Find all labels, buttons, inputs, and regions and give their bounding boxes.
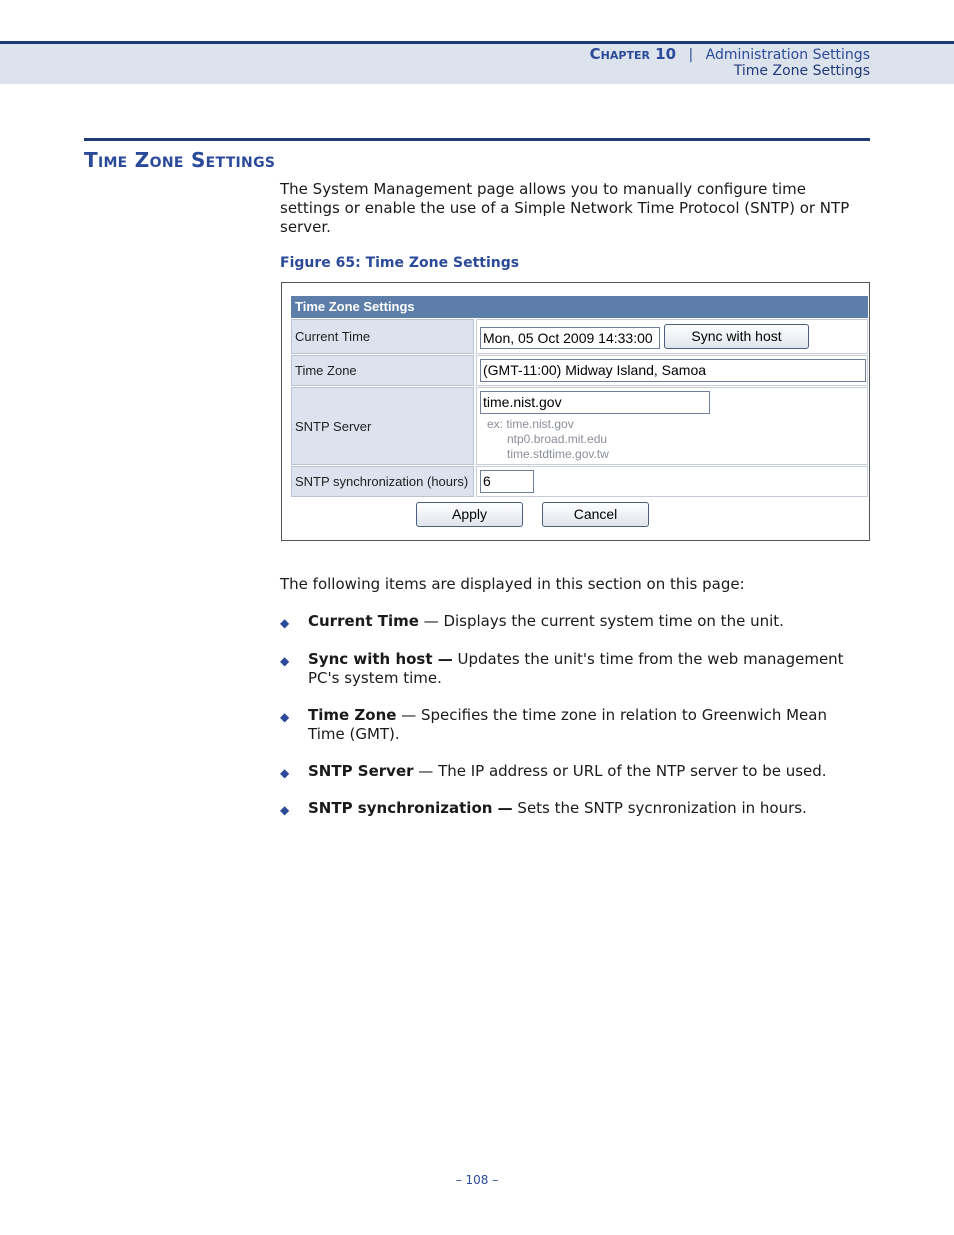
sntp-hint-2: ntp0.broad.mit.edu xyxy=(507,432,608,446)
sntp-hint-1: ex: time.nist.gov xyxy=(487,417,574,431)
bullet-desc: — The IP address or URL of the NTP server to be used. xyxy=(413,762,827,780)
bullet-item xyxy=(280,799,866,819)
panel-title: Time Zone Settings xyxy=(291,296,868,318)
title-rule xyxy=(84,138,870,141)
bullet-desc: — Displays the current system time on the unit. xyxy=(418,612,784,630)
running-header-chapter xyxy=(590,45,870,63)
intro-paragraph: The System Management page allows you to manually configure time settings or enable the use of a Simple Network Time Protocol (SNTP) or NTP server. xyxy=(280,180,850,236)
bullet-term: Time Zone xyxy=(308,706,397,724)
sntp-server-label: SNTP Server xyxy=(291,387,474,465)
bullet-diamond-icon: ◆ xyxy=(280,710,290,724)
header-separator: | xyxy=(688,47,694,63)
bullet-term: Current Time xyxy=(308,612,419,630)
current-time-cell xyxy=(476,319,868,354)
bullet-item xyxy=(280,706,866,746)
bullet-item xyxy=(280,762,866,782)
bullet-diamond-icon: ◆ xyxy=(280,654,290,668)
bullet-item xyxy=(280,612,866,632)
current-time-field[interactable]: Mon, 05 Oct 2009 14:33:00 xyxy=(480,327,660,349)
bullet-term: Sync with host — xyxy=(308,650,453,668)
bullet-diamond-icon: ◆ xyxy=(280,616,290,630)
sntp-sync-label: SNTP synchronization (hours) xyxy=(291,466,474,497)
section-title: Time Zone Settings xyxy=(84,148,276,172)
time-zone-cell xyxy=(476,355,868,386)
bullet-diamond-icon: ◆ xyxy=(280,803,290,817)
chapter-label: Chapter 10 xyxy=(589,45,677,63)
bullet-desc: — Specifies the time zone in relation to Greenwich Mean Time (GMT). xyxy=(308,706,827,743)
bullet-term: SNTP Server xyxy=(308,762,414,780)
chapter-title: Administration Settings xyxy=(705,47,870,63)
time-zone-select[interactable]: (GMT-11:00) Midway Island, Samoa xyxy=(480,359,866,382)
sntp-server-input[interactable]: time.nist.gov xyxy=(480,391,710,414)
time-zone-label: Time Zone xyxy=(291,355,474,386)
sntp-sync-input[interactable]: 6 xyxy=(480,470,534,493)
current-time-label: Current Time xyxy=(291,319,474,354)
figure-caption: Figure 65: Time Zone Settings xyxy=(280,255,520,271)
bullet-diamond-icon: ◆ xyxy=(280,766,290,780)
bullet-desc: Sets the SNTP sycnronization in hours. xyxy=(512,799,807,817)
time-zone-settings-figure xyxy=(281,282,870,541)
sntp-server-cell xyxy=(476,387,868,465)
page-number: – 108 – xyxy=(455,1173,499,1187)
sntp-sync-cell xyxy=(476,466,868,497)
sync-with-host-button[interactable]: Sync with host xyxy=(664,324,809,349)
apply-button[interactable]: Apply xyxy=(416,502,523,527)
items-intro: The following items are displayed in this section on this page: xyxy=(280,575,745,593)
bullet-term: SNTP synchronization — xyxy=(308,799,513,817)
bullet-desc: Updates the unit's time from the web management PC's system time. xyxy=(308,650,844,687)
running-header-section: Time Zone Settings xyxy=(733,63,870,79)
cancel-button[interactable]: Cancel xyxy=(542,502,649,527)
bullet-item xyxy=(280,650,866,690)
sntp-hint-3: time.stdtime.gov.tw xyxy=(507,447,609,461)
